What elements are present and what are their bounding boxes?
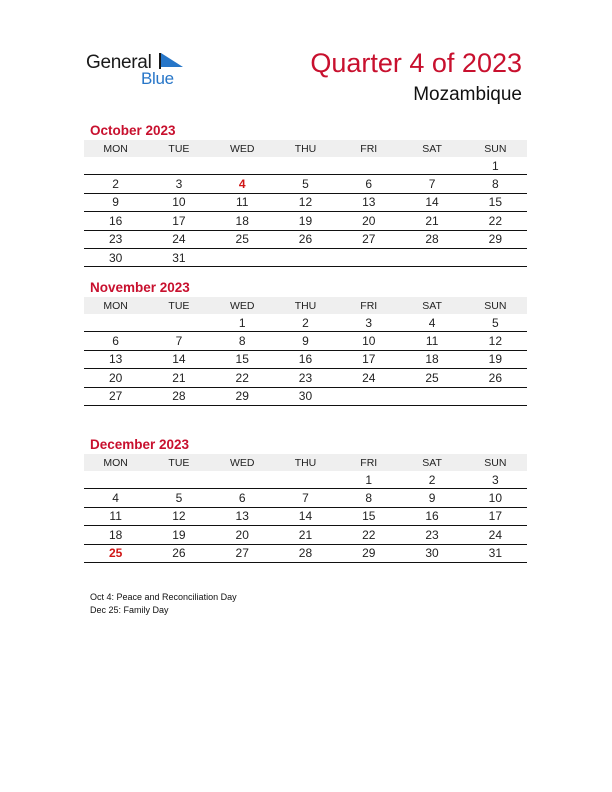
month-block [84, 436, 527, 563]
weekday-header: THU [274, 297, 337, 314]
empty-day-cell [211, 471, 274, 489]
month-block [84, 122, 527, 267]
empty-day-cell [147, 471, 210, 489]
empty-day-cell [84, 471, 147, 489]
day-cell: 28 [274, 544, 337, 562]
empty-day-cell [211, 248, 274, 266]
month-title: December 2023 [90, 437, 190, 452]
week-row [84, 332, 527, 350]
weekday-header: TUE [147, 297, 210, 314]
week-row [84, 369, 527, 387]
logo-text-general: General [86, 52, 152, 73]
weekday-header: THU [274, 454, 337, 471]
empty-day-cell [147, 157, 210, 175]
day-cell: 21 [400, 212, 463, 230]
empty-day-cell [337, 157, 400, 175]
day-cell: 5 [464, 314, 527, 332]
day-cell: 17 [147, 212, 210, 230]
empty-day-cell [337, 248, 400, 266]
day-cell: 3 [147, 175, 210, 193]
week-row [84, 230, 527, 248]
empty-day-cell [400, 248, 463, 266]
day-cell: 11 [211, 193, 274, 211]
day-cell: 10 [147, 193, 210, 211]
day-cell: 12 [274, 193, 337, 211]
day-cell: 10 [464, 489, 527, 507]
day-cell: 30 [400, 544, 463, 562]
empty-day-cell [274, 248, 337, 266]
day-cell: 12 [464, 332, 527, 350]
logo-text-blue: Blue [141, 69, 174, 88]
logo-flag-icon [159, 53, 183, 69]
day-cell: 15 [337, 507, 400, 525]
weekday-header: MON [84, 454, 147, 471]
week-row [84, 350, 527, 368]
day-cell: 14 [274, 507, 337, 525]
weekday-header-row [84, 297, 527, 314]
empty-day-cell [274, 157, 337, 175]
weekday-header: SAT [400, 297, 463, 314]
day-cell: 16 [274, 350, 337, 368]
day-cell: 24 [464, 526, 527, 544]
day-cell: 8 [211, 332, 274, 350]
holiday-note: Oct 4: Peace and Reconciliation Day [90, 592, 237, 602]
day-cell: 21 [274, 526, 337, 544]
day-cell: 13 [337, 193, 400, 211]
weekday-header: SUN [464, 297, 527, 314]
empty-day-cell [84, 314, 147, 332]
day-cell: 30 [84, 248, 147, 266]
empty-day-cell [400, 157, 463, 175]
country-name: Mozambique [413, 84, 522, 105]
day-cell: 15 [464, 193, 527, 211]
day-cell: 5 [274, 175, 337, 193]
weekday-header: SUN [464, 454, 527, 471]
day-cell: 26 [274, 230, 337, 248]
weekday-header: MON [84, 297, 147, 314]
day-cell: 5 [147, 489, 210, 507]
weekday-header: TUE [147, 454, 210, 471]
day-cell: 3 [464, 471, 527, 489]
day-cell: 25 [211, 230, 274, 248]
day-cell: 1 [211, 314, 274, 332]
day-cell: 30 [274, 387, 337, 405]
day-cell: 15 [211, 350, 274, 368]
day-cell: 1 [337, 471, 400, 489]
day-cell: 6 [211, 489, 274, 507]
day-cell: 22 [211, 369, 274, 387]
day-cell: 24 [337, 369, 400, 387]
day-cell: 9 [274, 332, 337, 350]
weekday-header-row [84, 140, 527, 157]
day-cell: 18 [211, 212, 274, 230]
weekday-header-row [84, 454, 527, 471]
month-block [84, 279, 527, 406]
week-row [84, 157, 527, 175]
day-cell: 22 [464, 212, 527, 230]
day-cell: 11 [400, 332, 463, 350]
empty-day-cell [147, 314, 210, 332]
week-row [84, 314, 527, 332]
day-cell: 19 [464, 350, 527, 368]
month-title: November 2023 [90, 280, 190, 295]
day-cell: 16 [400, 507, 463, 525]
week-row [84, 471, 527, 489]
day-cell: 4 [84, 489, 147, 507]
day-cell: 27 [337, 230, 400, 248]
weekday-header: SAT [400, 140, 463, 157]
weekday-header: SAT [400, 454, 463, 471]
day-cell: 7 [400, 175, 463, 193]
weekday-header: FRI [337, 454, 400, 471]
day-cell: 21 [147, 369, 210, 387]
day-cell: 2 [274, 314, 337, 332]
empty-day-cell [400, 387, 463, 405]
week-row [84, 544, 527, 562]
week-row [84, 175, 527, 193]
empty-day-cell [274, 471, 337, 489]
empty-day-cell [84, 157, 147, 175]
weekday-header: FRI [337, 297, 400, 314]
day-cell: 28 [400, 230, 463, 248]
day-cell: 11 [84, 507, 147, 525]
holiday-note: Dec 25: Family Day [90, 605, 169, 615]
day-cell: 16 [84, 212, 147, 230]
empty-day-cell [464, 248, 527, 266]
week-row [84, 193, 527, 211]
weekday-header: WED [211, 297, 274, 314]
day-cell: 23 [84, 230, 147, 248]
day-cell: 3 [337, 314, 400, 332]
empty-day-cell [464, 387, 527, 405]
day-cell: 2 [84, 175, 147, 193]
day-cell: 23 [274, 369, 337, 387]
week-row [84, 387, 527, 405]
day-cell: 31 [464, 544, 527, 562]
weekday-header: MON [84, 140, 147, 157]
day-cell: 12 [147, 507, 210, 525]
day-cell: 6 [84, 332, 147, 350]
day-cell: 13 [84, 350, 147, 368]
day-cell: 26 [464, 369, 527, 387]
day-cell: 23 [400, 526, 463, 544]
week-row [84, 489, 527, 507]
day-cell: 29 [337, 544, 400, 562]
day-cell: 14 [400, 193, 463, 211]
day-cell: 1 [464, 157, 527, 175]
page-title: Quarter 4 of 2023 [310, 48, 522, 78]
day-cell: 25 [84, 544, 147, 562]
day-cell: 19 [147, 526, 210, 544]
day-cell: 17 [337, 350, 400, 368]
day-cell: 10 [337, 332, 400, 350]
day-cell: 25 [400, 369, 463, 387]
day-cell: 7 [274, 489, 337, 507]
day-cell: 28 [147, 387, 210, 405]
day-cell: 27 [84, 387, 147, 405]
day-cell: 20 [337, 212, 400, 230]
day-cell: 4 [211, 175, 274, 193]
day-cell: 27 [211, 544, 274, 562]
day-cell: 8 [464, 175, 527, 193]
weekday-header: WED [211, 454, 274, 471]
day-cell: 6 [337, 175, 400, 193]
day-cell: 31 [147, 248, 210, 266]
month-grid [84, 297, 527, 406]
day-cell: 14 [147, 350, 210, 368]
month-grid [84, 140, 527, 267]
day-cell: 26 [147, 544, 210, 562]
day-cell: 20 [84, 369, 147, 387]
day-cell: 18 [400, 350, 463, 368]
day-cell: 20 [211, 526, 274, 544]
day-cell: 24 [147, 230, 210, 248]
day-cell: 7 [147, 332, 210, 350]
weekday-header: THU [274, 140, 337, 157]
day-cell: 29 [464, 230, 527, 248]
week-row [84, 212, 527, 230]
week-row [84, 507, 527, 525]
empty-day-cell [337, 387, 400, 405]
weekday-header: SUN [464, 140, 527, 157]
month-title: October 2023 [90, 123, 176, 138]
week-row [84, 526, 527, 544]
day-cell: 29 [211, 387, 274, 405]
holiday-list [90, 591, 237, 617]
empty-day-cell [211, 157, 274, 175]
day-cell: 17 [464, 507, 527, 525]
weekday-header: TUE [147, 140, 210, 157]
day-cell: 19 [274, 212, 337, 230]
month-grid [84, 454, 527, 563]
day-cell: 9 [400, 489, 463, 507]
day-cell: 13 [211, 507, 274, 525]
weekday-header: WED [211, 140, 274, 157]
weekday-header: FRI [337, 140, 400, 157]
day-cell: 2 [400, 471, 463, 489]
day-cell: 9 [84, 193, 147, 211]
day-cell: 18 [84, 526, 147, 544]
generalblue-logo [86, 50, 196, 90]
day-cell: 22 [337, 526, 400, 544]
day-cell: 8 [337, 489, 400, 507]
week-row [84, 248, 527, 266]
day-cell: 4 [400, 314, 463, 332]
